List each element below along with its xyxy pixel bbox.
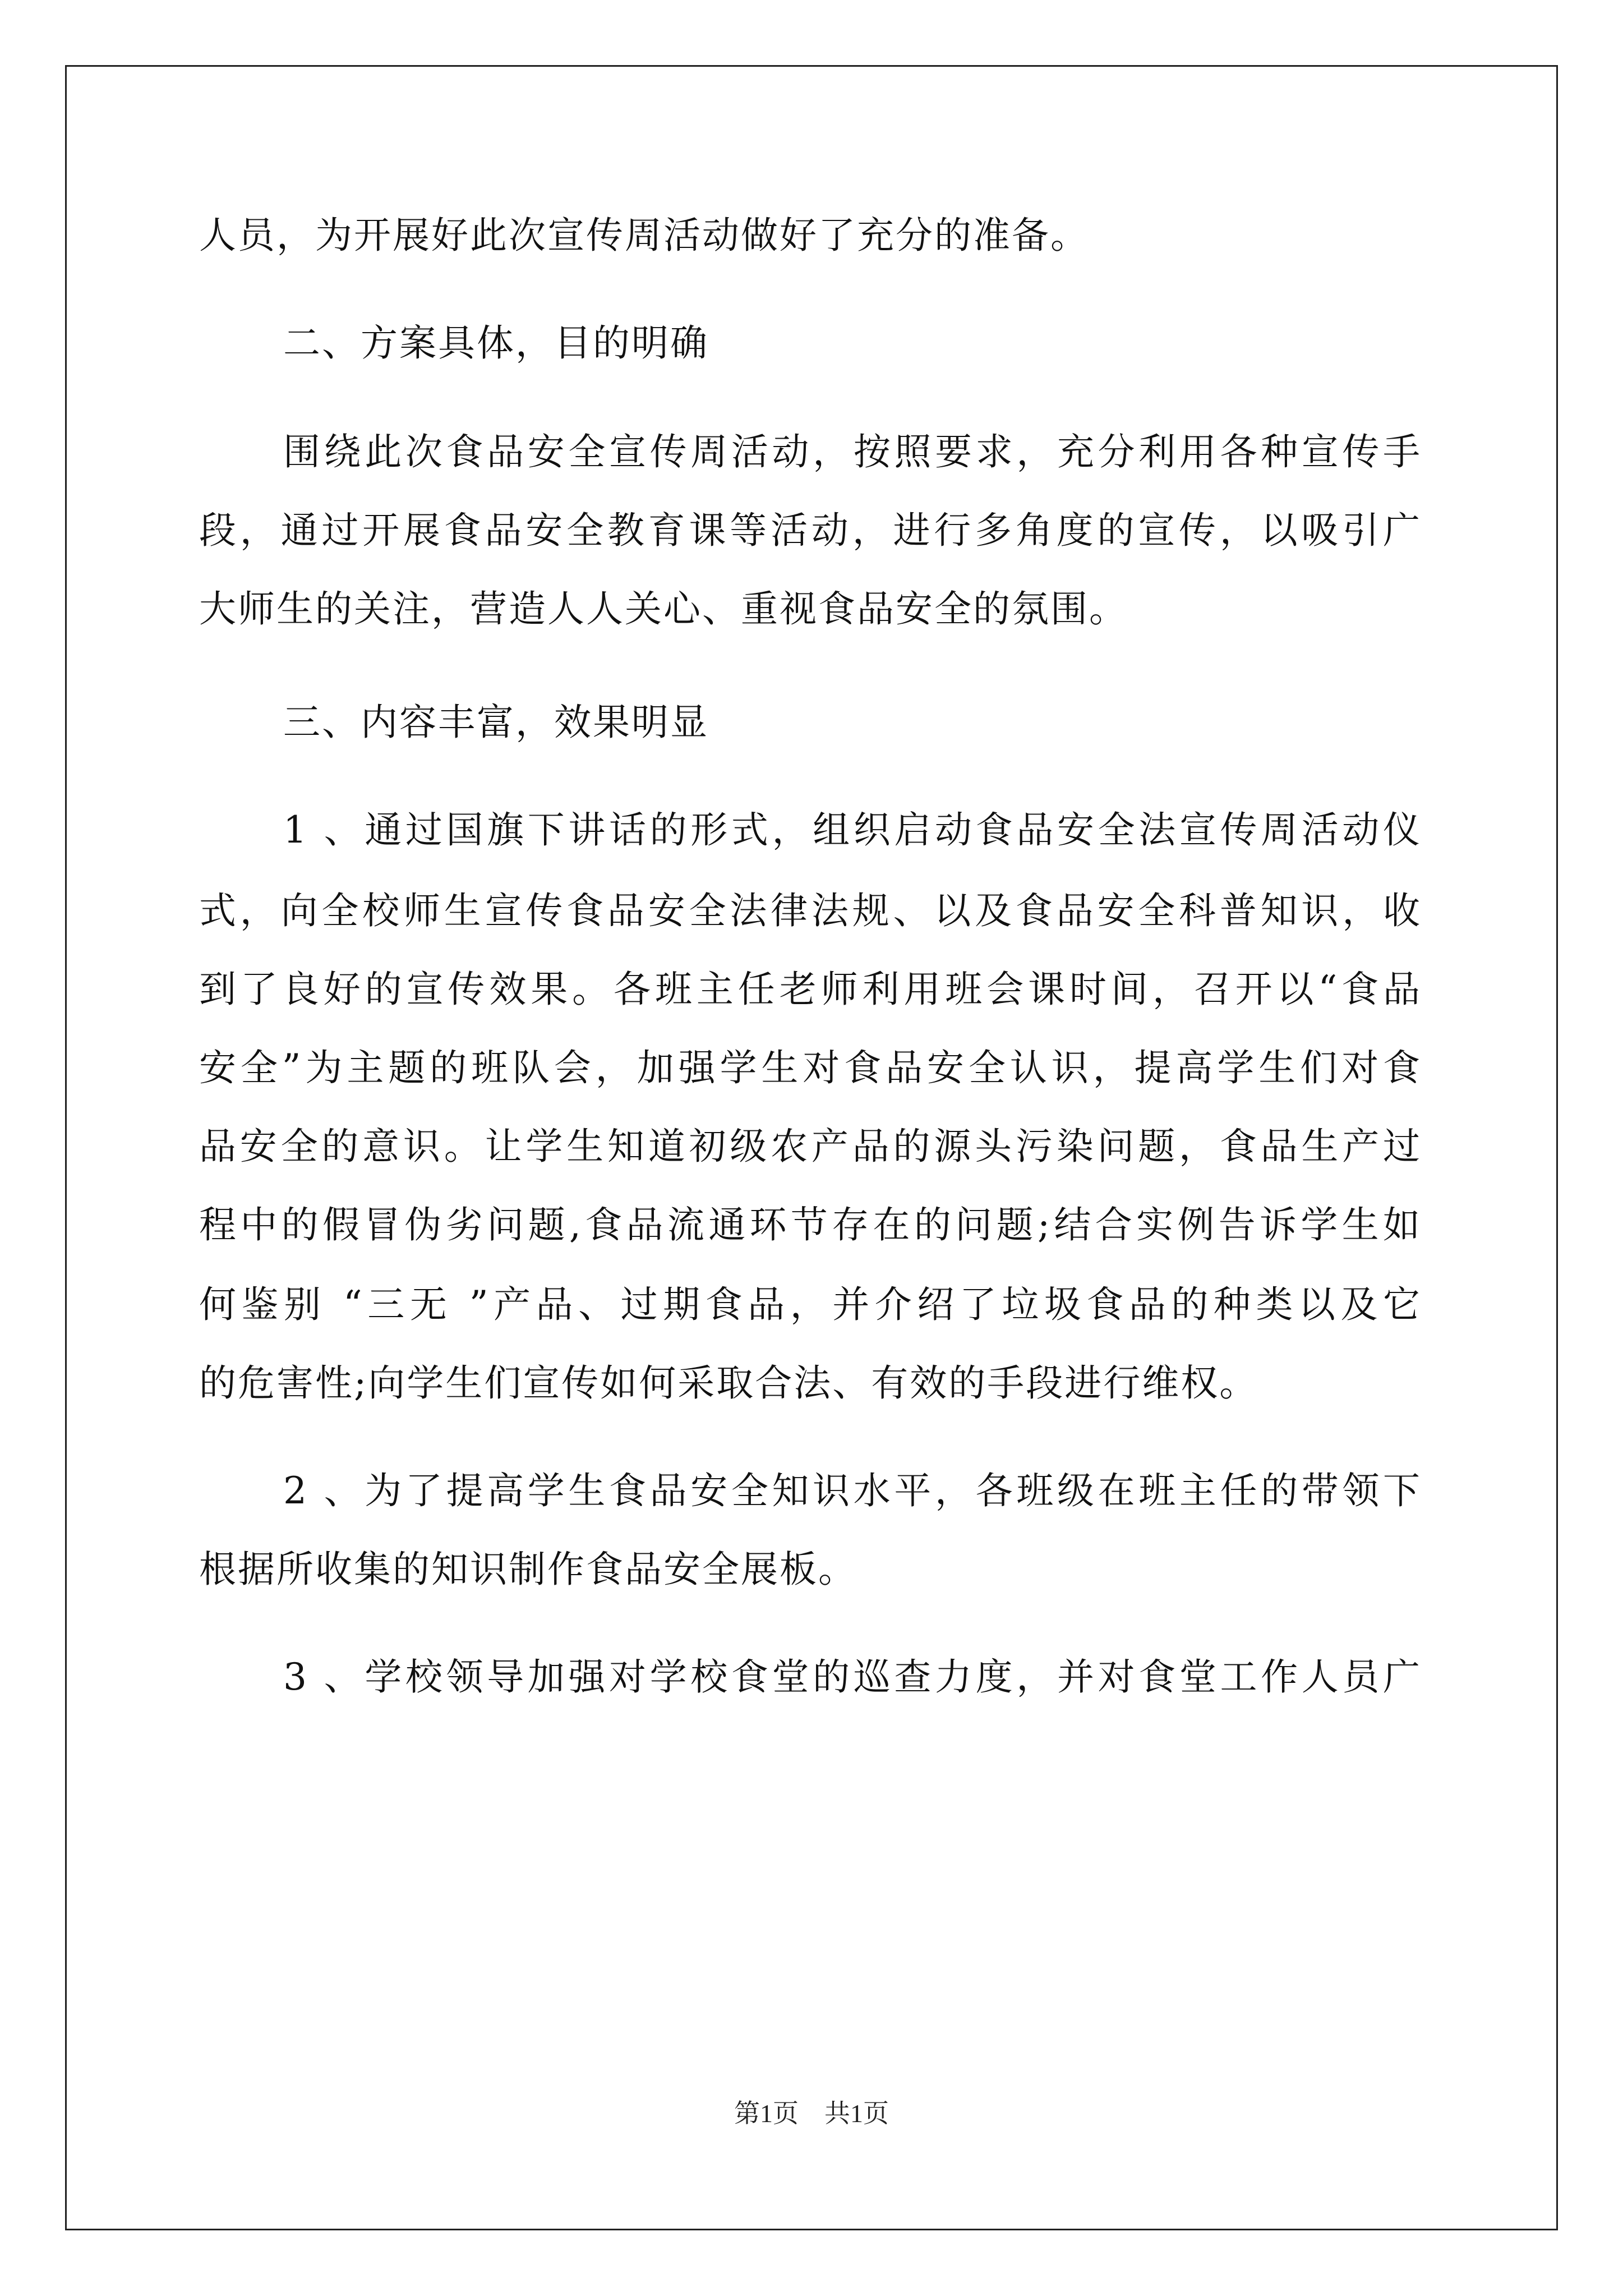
page-number-footer: 第1页 共1页	[734, 2099, 889, 2128]
body-text-line: 式，向全校师生宣传食品安全法律法规、以及食品安全科普知识，收	[199, 889, 1422, 932]
section-heading: 二、方案具体，目的明确	[283, 321, 709, 365]
body-text-line: 围绕此次食品安全宣传周活动，按照要求，充分利用各种宣传手	[283, 430, 1422, 473]
body-text-line: 3 、学校领导加强对学校食堂的巡查力度，并对食堂工作人员广	[283, 1655, 1422, 1699]
body-text-line: 1 、通过国旗下讲话的形式，组织启动食品安全法宣传周活动仪	[283, 808, 1422, 852]
body-text-line: 安全”为主题的班队会，加强学生对食品安全认识，提高学生们对食	[199, 1046, 1422, 1089]
body-text-line: 品安全的意识。让学生知道初级农产品的源头污染问题，食品生产过	[199, 1125, 1422, 1168]
body-text-line: 的危害性;向学生们宣传如何采取合法、有效的手段进行维权。	[199, 1361, 1258, 1405]
body-text-line: 程中的假冒伪劣问题,食品流通环节存在的问题;结合实例告诉学生如	[199, 1203, 1422, 1246]
body-text-line: 到了良好的宣传效果。各班主任老师利用班会课时间，召开以“食品	[199, 968, 1422, 1011]
body-text-line: 大师生的关注，营造人人关心、重视食品安全的氛围。	[199, 587, 1128, 631]
body-text-line: 根据所收集的知识制作食品安全展板。	[199, 1548, 857, 1591]
section-heading: 三、内容丰富，效果明显	[283, 701, 709, 744]
body-text-line: 何鉴别 “三无 ”产品、过期食品，并介绍了垃圾食品的种类以及它	[199, 1283, 1422, 1326]
body-text-line: 人员，为开展好此次宣传周活动做好了充分的准备。	[199, 214, 1089, 257]
body-text-line: 段，通过开展食品安全教育课等活动，进行多角度的宣传，以吸引广	[199, 509, 1422, 552]
body-text-line: 2 、为了提高学生食品安全知识水平，各班级在班主任的带领下	[283, 1469, 1422, 1512]
